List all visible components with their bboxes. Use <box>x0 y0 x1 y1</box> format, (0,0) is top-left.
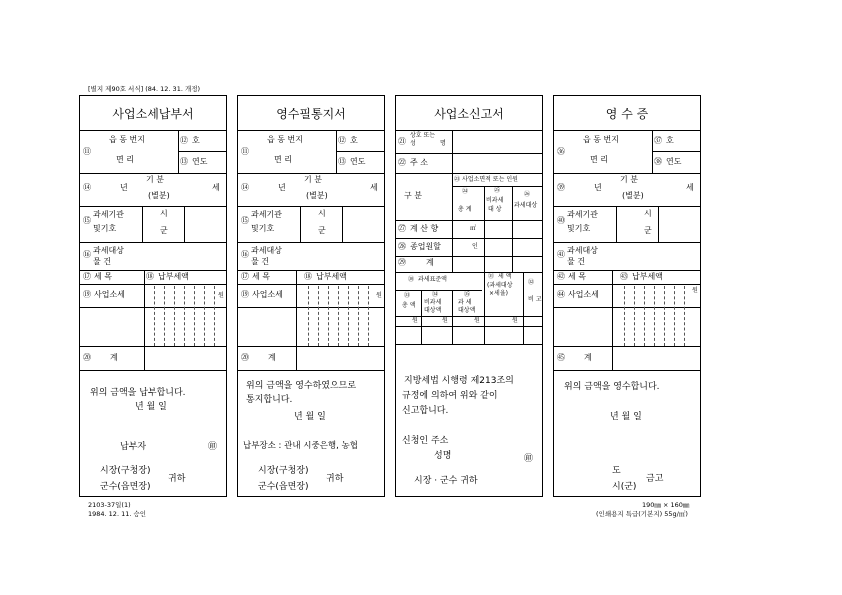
field-label: ⑭ <box>241 183 249 192</box>
table-rule <box>80 284 226 285</box>
field-label: 면 리 <box>116 155 134 164</box>
field-label: 면 리 <box>274 155 292 164</box>
table-rule <box>554 173 700 174</box>
field-label: 과세기관 <box>251 210 282 219</box>
field-label: 시장(구청장) <box>100 466 151 476</box>
field-label: 대상액 <box>424 307 442 314</box>
table-rule <box>452 130 453 173</box>
field-label: ⑪ <box>83 147 91 156</box>
table-rule <box>396 256 542 257</box>
field-label: 및기호 <box>567 224 591 233</box>
table-rule <box>238 130 384 131</box>
field-label: 연도 <box>350 157 366 166</box>
field-label: 호 <box>350 136 358 145</box>
field-label: 기 분 <box>146 175 164 184</box>
table-rule <box>178 151 226 152</box>
field-label: 귀하 <box>326 474 344 484</box>
field-label: 원 <box>442 317 448 324</box>
field-label: 지방세법 시행령 제213조의 <box>404 376 514 386</box>
table-rule <box>142 206 143 242</box>
field-label: 및기호 <box>251 224 275 233</box>
panel-title: 영 수 증 <box>605 107 649 121</box>
field-label: 세 <box>686 183 694 192</box>
field-label: 원 <box>512 317 518 324</box>
field-label: ㊸ <box>620 272 628 281</box>
table-rule <box>421 290 422 316</box>
field-label: 비과세 <box>424 299 442 306</box>
field-label: 납부세액 <box>316 272 347 281</box>
table-rule <box>342 206 343 242</box>
field-label: 세 <box>212 183 220 192</box>
field-label: ⑮ <box>241 216 249 225</box>
field-label: ㉔ <box>462 188 469 195</box>
field-label: 대 상 <box>488 206 502 213</box>
table-rule <box>554 206 700 207</box>
field-label: 군 <box>644 226 652 235</box>
field-label: ㊳ <box>654 157 662 166</box>
table-rule <box>664 286 665 346</box>
field-label: ㉕ <box>494 187 501 194</box>
field-label: 년 월 일 <box>294 412 326 422</box>
table-rule <box>238 284 384 285</box>
table-rule <box>318 286 319 346</box>
panel-receipt-notice <box>237 95 385 497</box>
field-label: 군 <box>318 226 326 235</box>
field-label: ⑯ <box>241 250 249 259</box>
field-label: ㉝ <box>404 292 411 299</box>
field-label: ㊵ <box>557 216 565 225</box>
field-label: ㊷ <box>557 272 565 281</box>
field-label: ㉛ <box>488 273 495 280</box>
field-label: 시장(구청장) <box>258 466 309 476</box>
field-label: 납부세액 <box>632 272 663 281</box>
field-label: ㉟ <box>464 291 471 298</box>
field-label: 신고합니다. <box>402 406 449 416</box>
field-label: 인 <box>472 243 478 250</box>
table-rule <box>554 242 700 243</box>
field-label: 시 <box>644 209 652 218</box>
field-label: 원 <box>692 287 698 294</box>
table-rule <box>396 130 542 131</box>
field-label: 납부세액 <box>158 272 189 281</box>
field-label: 계 산 향 <box>410 224 439 233</box>
field-label: 호 <box>192 136 200 145</box>
field-label: 성 <box>410 140 416 147</box>
field-label: ⑭ <box>83 183 91 192</box>
panel-title: 사업소신고서 <box>434 107 504 121</box>
field-label: 읍 동 번지 <box>267 135 303 144</box>
table-rule <box>80 173 226 174</box>
field-label: 납부장소 : 관내 시중은행, 농협 <box>243 441 358 451</box>
table-rule <box>238 242 384 243</box>
field-label: ⑮ <box>83 216 91 225</box>
field-label: 상호 또는 <box>410 132 436 139</box>
field-label: 군 <box>160 226 168 235</box>
field-label: (별분) <box>148 191 170 200</box>
field-label: 귀하 <box>168 474 186 484</box>
field-label: 계 <box>426 258 434 267</box>
field-label: ⑪ <box>241 147 249 156</box>
field-label: ㊺ <box>557 353 565 362</box>
field-label: 시(군) <box>612 482 637 492</box>
paper-spec: (인쇄용지 특급(기본지) 55g/㎡) <box>596 510 688 518</box>
table-rule <box>164 286 165 346</box>
field-label: ㉞ <box>432 291 439 298</box>
field-label: 도 <box>612 466 621 476</box>
field-label: ㉑ <box>398 137 406 146</box>
field-label: 시 <box>318 209 326 218</box>
field-label: 호 <box>666 136 674 145</box>
field-label: 총 액 <box>402 302 416 309</box>
field-label: 위의 금액을 납부합니다. <box>90 388 186 398</box>
approval-date: 1984. 12. 11. 승인 <box>88 510 147 518</box>
field-label: 사업소면적 또는 인원 <box>462 176 518 183</box>
field-label: 원 <box>474 317 480 324</box>
table-rule <box>238 307 384 308</box>
field-label: 물 건 <box>567 257 585 266</box>
field-label: 과세표준액 <box>418 276 447 283</box>
table-rule <box>612 270 613 370</box>
field-label: 과세대상 <box>251 246 282 255</box>
field-label: ㉜ <box>528 279 535 286</box>
table-rule <box>484 272 485 316</box>
table-rule <box>421 316 422 344</box>
table-rule <box>554 130 700 131</box>
table-rule <box>300 206 301 242</box>
field-label: 기 분 <box>304 175 322 184</box>
field-label: 및기호 <box>93 224 117 233</box>
field-label: ×세율) <box>489 290 508 297</box>
panel-title: 영수필통지서 <box>276 107 346 121</box>
field-label: 물 건 <box>251 257 269 266</box>
field-label: 명 <box>440 140 446 147</box>
table-rule <box>396 272 542 273</box>
field-label: (과세대상 <box>487 282 513 289</box>
field-label: 세 액 <box>498 273 512 280</box>
table-rule <box>452 173 453 272</box>
table-rule <box>238 206 384 207</box>
field-label: 물 건 <box>93 257 111 266</box>
field-label: 읍 동 번지 <box>109 135 145 144</box>
table-rule <box>238 173 384 174</box>
field-label: 원 <box>412 317 418 324</box>
field-label: (별분) <box>622 191 644 200</box>
field-label: 위의 금액을 영수합니다. <box>564 382 660 392</box>
table-rule <box>80 130 226 131</box>
field-label: ㉓ <box>454 176 461 183</box>
field-label: 연도 <box>192 157 208 166</box>
field-label: ㊹ <box>557 290 565 299</box>
field-label: 대상액 <box>458 307 476 314</box>
field-label: 과세대상 <box>93 246 124 255</box>
table-rule <box>396 153 542 154</box>
field-label: 과세대상 <box>567 246 598 255</box>
panel-tax-payment <box>79 95 227 497</box>
table-rule <box>358 286 359 346</box>
field-label: 시장 · 군수 귀하 <box>414 476 478 486</box>
field-label: 비과세 <box>486 197 504 204</box>
table-rule <box>328 286 329 346</box>
field-label: ⑬ <box>180 157 188 166</box>
table-rule <box>554 284 700 285</box>
field-label: 과 세 <box>458 299 472 306</box>
table-rule <box>174 286 175 346</box>
field-label: ⑫ <box>180 136 188 145</box>
field-label: ㎡ <box>470 225 477 232</box>
field-label: ㊲ <box>654 136 662 145</box>
field-label: 년 <box>278 183 286 192</box>
table-rule <box>296 270 297 370</box>
field-label: 세 목 <box>568 272 586 281</box>
table-rule <box>634 286 635 346</box>
table-rule <box>484 186 485 272</box>
field-label: 계 <box>110 353 118 362</box>
field-label: 총 계 <box>458 206 472 213</box>
field-label: 종업원할 <box>410 242 441 251</box>
table-rule <box>144 270 145 370</box>
field-label: 납부자 <box>120 442 147 452</box>
table-rule <box>238 370 384 371</box>
field-label: 원 <box>376 292 382 299</box>
field-label: 시 <box>160 209 168 218</box>
table-rule <box>238 346 384 347</box>
table-rule <box>396 326 542 327</box>
table-rule <box>658 206 659 242</box>
table-rule <box>616 206 617 242</box>
field-label: ⑰ <box>241 272 249 281</box>
table-rule <box>348 286 349 346</box>
table-rule <box>554 346 700 347</box>
field-label: ㉖ <box>524 191 531 198</box>
field-label: 성명 <box>434 451 452 461</box>
field-label: 기 분 <box>620 175 638 184</box>
table-rule <box>484 316 485 344</box>
field-label: 군수(읍면장) <box>100 482 151 492</box>
table-rule <box>654 286 655 346</box>
field-label: 구 분 <box>404 191 422 200</box>
table-rule <box>684 286 685 346</box>
table-rule <box>396 344 542 345</box>
field-label: 년 월 일 <box>610 412 642 422</box>
field-label: 과세기관 <box>567 210 598 219</box>
table-rule <box>80 242 226 243</box>
field-label: ㉒ <box>398 158 406 167</box>
paper-size: 190㎜ × 160㎜ <box>642 501 690 509</box>
field-label: 규정에 의하여 위와 같이 <box>402 391 498 401</box>
field-label: 읍 동 번지 <box>583 135 619 144</box>
field-label: ⑱ <box>304 272 312 281</box>
panel-title: 사업소세납부서 <box>112 107 194 121</box>
field-label: 과세대상 <box>514 202 538 209</box>
field-label: 년 <box>120 183 128 192</box>
field-label: ⑳ <box>83 353 91 362</box>
table-rule <box>338 286 339 346</box>
seal-icon: ㊞ <box>524 454 534 464</box>
table-rule <box>554 370 700 371</box>
table-rule <box>214 286 215 346</box>
field-label: 통지합니다. <box>246 395 293 405</box>
field-label: 사업소세 <box>94 290 125 299</box>
table-rule <box>336 151 384 152</box>
table-rule <box>194 286 195 346</box>
field-label: 년 <box>594 183 602 192</box>
table-rule <box>624 286 625 346</box>
field-label: ㉙ <box>398 258 406 267</box>
field-label: 과세기관 <box>93 210 124 219</box>
table-rule <box>523 272 524 316</box>
panel-business-report <box>395 95 543 497</box>
field-label: ⑫ <box>338 136 346 145</box>
field-label: ⑯ <box>83 250 91 259</box>
field-label: 계 <box>584 353 592 362</box>
field-label: 년 월 일 <box>135 402 167 412</box>
field-label: 위의 금액을 영수하였으므로 <box>246 381 357 391</box>
table-rule <box>238 270 384 271</box>
table-rule <box>512 186 513 272</box>
table-rule <box>154 286 155 346</box>
form-code: 2103-37일(1) <box>88 501 131 509</box>
field-label: ㊴ <box>557 183 565 192</box>
table-rule <box>80 346 226 347</box>
table-rule <box>523 316 524 344</box>
field-label: 사업소세 <box>252 290 283 299</box>
field-label: 면 리 <box>590 155 608 164</box>
form-number: [별지 제90호 서식] (84. 12. 31. 개정) <box>88 85 201 93</box>
field-label: ㉗ <box>398 224 406 233</box>
table-rule <box>80 370 226 371</box>
table-rule <box>452 290 453 316</box>
field-label: ㉚ <box>408 276 415 283</box>
field-label: 주 소 <box>410 158 428 167</box>
table-rule <box>644 286 645 346</box>
table-rule <box>308 286 309 346</box>
field-label: 원 <box>218 292 224 299</box>
field-label: ⑱ <box>146 272 154 281</box>
field-label: 비 고 <box>528 296 542 303</box>
field-label: 사업소세 <box>568 290 599 299</box>
field-label: 군수(읍면장) <box>258 482 309 492</box>
table-rule <box>652 151 700 152</box>
table-rule <box>184 206 185 242</box>
table-rule <box>80 206 226 207</box>
table-rule <box>80 270 226 271</box>
seal-icon: ㊞ <box>208 442 218 452</box>
field-label: ㊶ <box>557 250 565 259</box>
field-label: ⑬ <box>338 157 346 166</box>
table-rule <box>368 286 369 346</box>
field-label: ⑲ <box>241 290 249 299</box>
table-rule <box>184 286 185 346</box>
field-label: 세 목 <box>94 272 112 281</box>
table-rule <box>396 220 542 221</box>
table-rule <box>674 286 675 346</box>
field-label: 세 목 <box>252 272 270 281</box>
field-label: 계 <box>268 353 276 362</box>
table-rule <box>554 307 700 308</box>
field-label: 신청인 주소 <box>402 436 449 446</box>
field-label: 연도 <box>666 157 682 166</box>
field-label: (별분) <box>306 191 328 200</box>
table-rule <box>396 238 542 239</box>
field-label: ㊱ <box>557 147 565 156</box>
field-label: ㉘ <box>398 242 406 251</box>
field-label: 금고 <box>646 474 664 484</box>
table-rule <box>452 316 453 344</box>
field-label: ⑰ <box>83 272 91 281</box>
panel-receipt <box>553 95 701 497</box>
field-label: ⑳ <box>241 353 249 362</box>
table-rule <box>204 286 205 346</box>
table-rule <box>396 173 542 174</box>
field-label: ⑲ <box>83 290 91 299</box>
table-rule <box>554 270 700 271</box>
field-label: 세 <box>370 183 378 192</box>
